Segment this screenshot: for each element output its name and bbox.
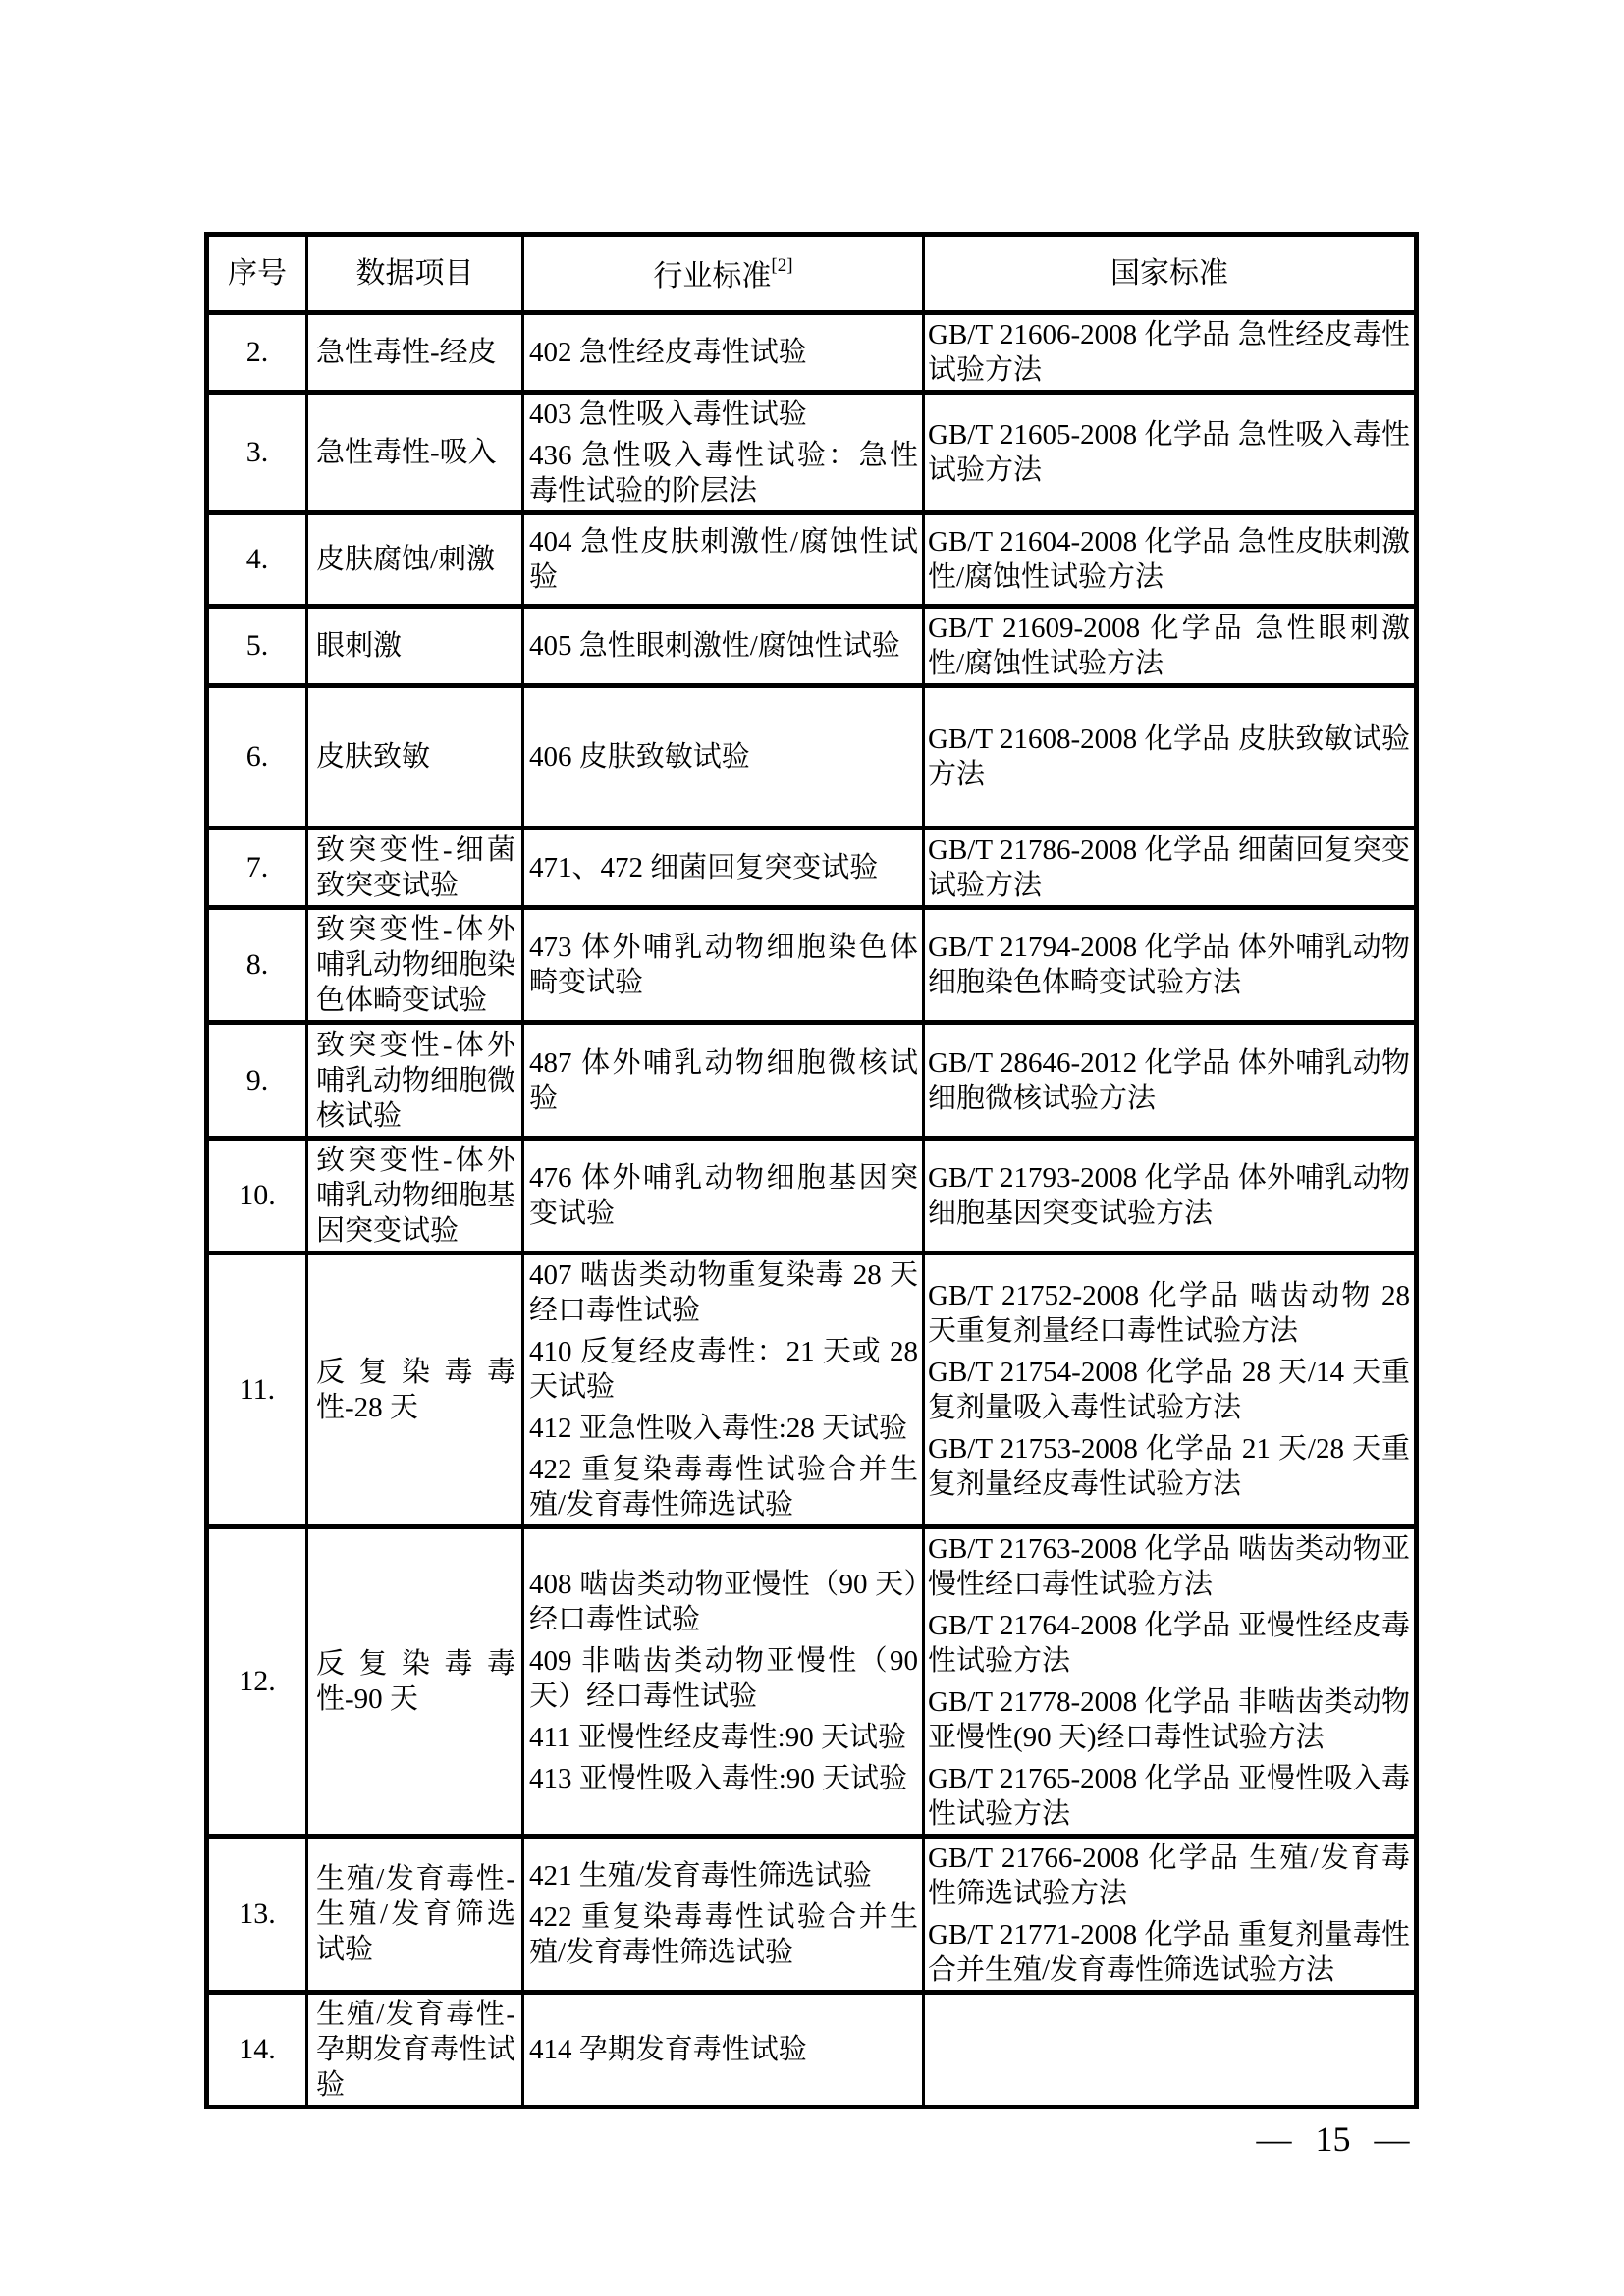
row-number-cell: 4. xyxy=(207,513,307,607)
national-standard-cell xyxy=(924,513,1417,607)
national-standard-entry: GB/T 21765-2008 化学品 亚慢性吸入毒性试验方法 xyxy=(928,1763,1410,1830)
national-standard-entry: GB/T 21771-2008 化学品 重复剂量毒性合并生殖/发育毒性筛选试验方法 xyxy=(928,1919,1410,1986)
table-row xyxy=(207,513,1417,607)
national-standard-entry: GB/T 21763-2008 化学品 啮齿类动物亚慢性经口毒性试验方法 xyxy=(928,1533,1410,1600)
national-standard-cell xyxy=(924,607,1417,686)
national-standard-cell xyxy=(924,1023,1417,1139)
national-standard-cell xyxy=(924,908,1417,1023)
row-number-cell: 14. xyxy=(207,1993,307,2108)
data-item-cell: 致突变性-体外哺乳动物细胞基因突变试验 xyxy=(307,1139,523,1254)
row-number-cell: 3. xyxy=(207,393,307,513)
row-number-cell: 11. xyxy=(207,1254,307,1527)
industry-standard-cell xyxy=(523,607,924,686)
industry-standard-entry: 476 体外哺乳动物细胞基因突变试验 xyxy=(529,1162,918,1229)
industry-standard-entry: 414 孕期发育毒性试验 xyxy=(529,2034,807,2065)
table-row xyxy=(207,908,1417,1023)
industry-standard-cell xyxy=(523,313,924,393)
row-number-cell: 13. xyxy=(207,1837,307,1993)
national-standard-entry: GB/T 21778-2008 化学品 非啮齿类动物亚慢性(90 天)经口毒性试验方法 xyxy=(928,1686,1410,1753)
national-standard-entry: GB/T 21604-2008 化学品 急性皮肤刺激性/腐蚀性试验方法 xyxy=(928,526,1410,593)
national-standard-cell xyxy=(924,686,1417,828)
header-cell-data-item: 数据项目 xyxy=(307,235,523,313)
row-number-cell: 12. xyxy=(207,1527,307,1837)
table-row xyxy=(207,686,1417,828)
industry-standard-footnote-marker: [2] xyxy=(771,255,793,276)
industry-standard-entry: 404 急性皮肤刺激性/腐蚀性试验 xyxy=(529,526,918,593)
data-item-cell: 生殖/发育毒性-生殖/发育筛选试验 xyxy=(307,1837,523,1993)
industry-standard-cell xyxy=(523,513,924,607)
data-item-cell: 急性毒性-吸入 xyxy=(307,393,523,513)
industry-standard-entry: 421 生殖/发育毒性筛选试验 xyxy=(529,1860,872,1892)
national-standard-cell xyxy=(924,1527,1417,1837)
industry-standard-entry: 407 啮齿类动物重复染毒 28 天经口毒性试验 xyxy=(529,1259,918,1326)
table-row xyxy=(207,1993,1417,2108)
national-standard-entry: GB/T 21764-2008 化学品 亚慢性经皮毒性试验方法 xyxy=(928,1610,1410,1677)
national-standard-entry: GB/T 21606-2008 化学品 急性经皮毒性试验方法 xyxy=(928,319,1410,386)
data-item-cell: 致突变性-体外哺乳动物细胞染色体畸变试验 xyxy=(307,908,523,1023)
industry-standard-entry: 411 亚慢性经皮毒性:90 天试验 xyxy=(529,1722,906,1753)
table-row xyxy=(207,1837,1417,1993)
national-standard-entry: GB/T 21605-2008 化学品 急性吸入毒性试验方法 xyxy=(928,419,1410,486)
national-standard-entry: GB/T 21752-2008 化学品 啮齿动物 28 天重复剂量经口毒性试验方法 xyxy=(928,1280,1410,1347)
page-number-dash-right: — xyxy=(1374,2119,1410,2159)
data-item-cell: 反复染毒毒性-90 天 xyxy=(307,1527,523,1837)
industry-standard-entry: 406 皮肤致敏试验 xyxy=(529,741,750,773)
industry-standard-entry: 412 亚急性吸入毒性:28 天试验 xyxy=(529,1413,908,1444)
data-item-cell: 致突变性-细菌致突变试验 xyxy=(307,828,523,908)
industry-standard-entry: 408 啮齿类动物亚慢性（90 天）经口毒性试验 xyxy=(529,1569,918,1635)
industry-standard-cell xyxy=(523,1837,924,1993)
industry-standard-label: 行业标准 xyxy=(653,260,772,293)
national-standard-cell xyxy=(924,1254,1417,1527)
data-item-cell: 皮肤腐蚀/刺激 xyxy=(307,513,523,607)
data-item-cell: 反复染毒毒性-28 天 xyxy=(307,1254,523,1527)
national-standard-cell xyxy=(924,1139,1417,1254)
row-number-cell: 10. xyxy=(207,1139,307,1254)
industry-standard-cell xyxy=(523,1993,924,2108)
table-row xyxy=(207,828,1417,908)
table-body xyxy=(207,313,1417,2108)
table-row xyxy=(207,1254,1417,1527)
data-item-cell: 急性毒性-经皮 xyxy=(307,313,523,393)
industry-standard-entry: 436 急性吸入毒性试验：急性毒性试验的阶层法 xyxy=(529,440,918,507)
header-cell-industry-standard xyxy=(523,235,924,313)
table-header-row xyxy=(207,235,1417,313)
industry-standard-cell xyxy=(523,1023,924,1139)
national-standard-entry: GB/T 21766-2008 化学品 生殖/发育毒性筛选试验方法 xyxy=(928,1842,1410,1909)
row-number-cell: 7. xyxy=(207,828,307,908)
industry-standard-cell xyxy=(523,686,924,828)
national-standard-entry: GB/T 21793-2008 化学品 体外哺乳动物细胞基因突变试验方法 xyxy=(928,1162,1410,1229)
national-standard-entry: GB/T 21608-2008 化学品 皮肤致敏试验方法 xyxy=(928,723,1410,790)
national-standard-entry: GB/T 21786-2008 化学品 细菌回复突变试验方法 xyxy=(928,834,1410,901)
header-cell-no: 序号 xyxy=(207,235,307,313)
national-standard-entry: GB/T 21794-2008 化学品 体外哺乳动物细胞染色体畸变试验方法 xyxy=(928,932,1410,998)
national-standard-entry: GB/T 21753-2008 化学品 21 天/28 天重复剂量经皮毒性试验方法 xyxy=(928,1433,1410,1500)
industry-standard-entry: 422 重复染毒毒性试验合并生殖/发育毒性筛选试验 xyxy=(529,1454,918,1521)
national-standard-cell xyxy=(924,1993,1417,2108)
industry-standard-cell xyxy=(523,1139,924,1254)
row-number-cell: 5. xyxy=(207,607,307,686)
table-row xyxy=(207,393,1417,513)
industry-standard-entry: 402 急性经皮毒性试验 xyxy=(529,337,807,368)
row-number-cell: 2. xyxy=(207,313,307,393)
standards-table xyxy=(204,232,1419,2109)
industry-standard-entry: 413 亚慢性吸入毒性:90 天试验 xyxy=(529,1763,908,1794)
row-number-cell: 6. xyxy=(207,686,307,828)
industry-standard-entry: 405 急性眼刺激性/腐蚀性试验 xyxy=(529,630,900,662)
industry-standard-cell xyxy=(523,1527,924,1837)
row-number-cell: 9. xyxy=(207,1023,307,1139)
table-row xyxy=(207,607,1417,686)
table-row xyxy=(207,1023,1417,1139)
page-footer xyxy=(1232,2118,1434,2160)
data-item-cell: 皮肤致敏 xyxy=(307,686,523,828)
row-number-cell: 8. xyxy=(207,908,307,1023)
industry-standard-entry: 487 体外哺乳动物细胞微核试验 xyxy=(529,1046,918,1114)
national-standard-cell xyxy=(924,1837,1417,1993)
data-item-cell: 致突变性-体外哺乳动物细胞微核试验 xyxy=(307,1023,523,1139)
table-row xyxy=(207,1527,1417,1837)
page-number: 15 xyxy=(1315,2119,1351,2159)
industry-standard-entry: 473 体外哺乳动物细胞染色体畸变试验 xyxy=(529,932,918,998)
national-standard-cell xyxy=(924,828,1417,908)
national-standard-cell xyxy=(924,313,1417,393)
data-item-cell: 眼刺激 xyxy=(307,607,523,686)
industry-standard-cell xyxy=(523,828,924,908)
table-row xyxy=(207,313,1417,393)
industry-standard-cell xyxy=(523,908,924,1023)
industry-standard-cell xyxy=(523,1254,924,1527)
page-number-dash-left: — xyxy=(1256,2119,1292,2159)
national-standard-entry: GB/T 21609-2008 化学品 急性眼刺激性/腐蚀性试验方法 xyxy=(928,613,1410,679)
header-cell-national-standard: 国家标准 xyxy=(924,235,1417,313)
industry-standard-entry: 471、472 细菌回复突变试验 xyxy=(529,852,879,883)
data-item-cell: 生殖/发育毒性-孕期发育毒性试验 xyxy=(307,1993,523,2108)
industry-standard-entry: 422 重复染毒毒性试验合并生殖/发育毒性筛选试验 xyxy=(529,1901,918,1968)
national-standard-entry: GB/T 28646-2012 化学品 体外哺乳动物细胞微核试验方法 xyxy=(928,1046,1410,1114)
industry-standard-entry: 409 非啮齿类动物亚慢性（90 天）经口毒性试验 xyxy=(529,1645,918,1712)
industry-standard-entry: 403 急性吸入毒性试验 xyxy=(529,399,807,430)
national-standard-entry: GB/T 21754-2008 化学品 28 天/14 天重复剂量吸入毒性试验方法 xyxy=(928,1357,1410,1423)
national-standard-cell xyxy=(924,393,1417,513)
table-row xyxy=(207,1139,1417,1254)
industry-standard-entry: 410 反复经皮毒性：21 天或 28 天试验 xyxy=(529,1336,918,1403)
industry-standard-cell xyxy=(523,393,924,513)
